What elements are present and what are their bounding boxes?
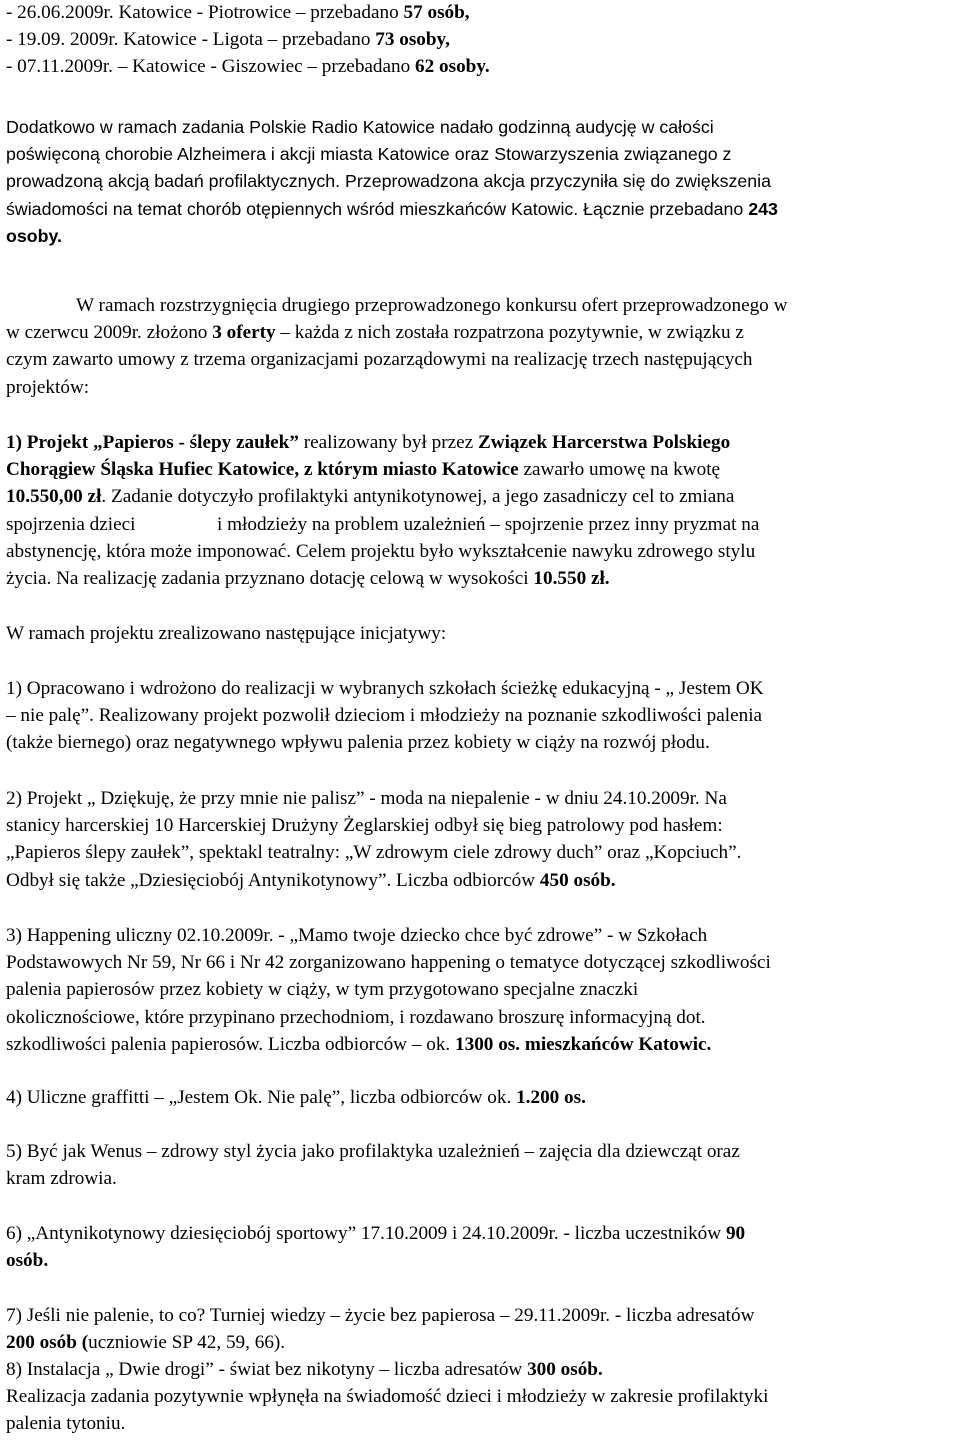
- initiative-5: 5) Być jak Wenus – zdrowy styl życia jako profilaktyka uzależnień – zajęcia dla dziewcząt oraz kram zdrowia.: [6, 1141, 740, 1190]
- initiative-2: 2) Projekt „ Dziękuję, że przy mnie nie palisz” - moda na niepalenie - w dniu 24.10.2009r. Na stanicy harcerskiej 10 Harcerskiej Drużyny Żeglarskiej odbył się bieg patrolowy pod hasłem: „Papieros ślepy zaułek”, spektakl teatralny: „W zdrowym ciele zdrowy duch” oraz „Kopciuch”. Odbył się także „Dziesięciobój Antynikotynowy”. Liczba odbiorców 450 osób.: [6, 788, 742, 891]
- initiative-6: 6) „Antynikotynowy dziesięciobój sportowy” 17.10.2009 i 24.10.2009r. - liczba uczestników 90 osób.: [6, 1223, 746, 1272]
- list-item: - 26.06.2009r. Katowice - Piotrowice – przebadano 57 osób,: [6, 2, 470, 23]
- screening-list: [6, 0, 956, 81]
- initiative-4: 4) Uliczne graffitti – „Jestem Ok. Nie palę”, liczba odbiorców ok. 1.200 os.: [6, 1087, 586, 1108]
- project-paragraph: 1) Projekt „Papieros - ślepy zaułek” realizowany był przez Związek Harcerstwa Polskiego Chorągiew Śląska Hufiec Katowice, z którym miasto Katowice zawarło umowę na kwotę 10.550,00 zł. Zadanie dotyczyło profilaktyki antynikotynowej, a jego zasadniczy cel to zmiana spojrzenia dzieci i młodzieży na problem uzależnień – spojrzenie przez inny pryzmat na abstynencję, która może imponować. Celem projektu było wykształcenie nawyku zdrowego stylu życia. Na realizację zadania przyznano dotację celową w wysokości 10.550 zł.: [6, 432, 760, 589]
- list-item: - 19.09. 2009r. Katowice - Ligota – przebadano 73 osoby,: [6, 29, 450, 51]
- initiative-3: 3) Happening uliczny 02.10.2009r. - „Mamo twoje dziecko chce być zdrowe” - w Szkołach Podstawowych Nr 59, Nr 66 i Nr 42 zorganizowano happening o tematyce dotyczącej szkodliwości palenia papierosów przez kobiety w ciąży, w tym przygotowano specjalne znaczki okolicznościowe, które przypinano przechodniom, i rozdawano broszurę informacyjną dot. szkodliwości palenia papierosów. Liczba odbiorców – ok. 1300 os. mieszkańców Katowic.: [6, 925, 771, 1055]
- initiative-1: 1) Opracowano i wdrożono do realizacji w wybranych szkołach ścieżkę edukacyjną - „ Jestem OK – nie palę”. Realizowany projekt pozwolił dzieciom i młodzieży na poznanie szkodliwości palenia (także biernego) oraz negatywnego wpływu palenia przez kobiety w ciąży na rozwój płodu.: [6, 678, 764, 754]
- initiatives-intro: W ramach projektu zrealizowano następujące inicjatywy:: [6, 623, 447, 644]
- initiative-7: 7) Jeśli nie palenie, to co? Turniej wiedzy – życie bez papierosa – 29.11.2009r. - liczba adresatów 200 osób (uczniowie SP 42, 59, 66).: [6, 1305, 755, 1354]
- list-item: - 07.11.2009r. – Katowice - Giszowiec – przebadano 62 osoby.: [6, 56, 490, 78]
- radio-paragraph: Dodatkowo w ramach zadania Polskie Radio Katowice nadało godzinną audycję w całości poświęconą chorobie Alzheimera i akcji miasta Katowice oraz Stowarzyszenia związanego z prowadzoną akcją badań profilaktycznych. Przeprowadzona akcja przyczyniła się do zwiększenia świadomości na temat chorób otępiennych wśród mieszkańców Katowic. Łącznie przebadano 243 osoby.: [6, 117, 778, 246]
- initiative-8: 8) Instalacja „ Dwie drogi” - świat bez nikotyny – liczba adresatów 300 osób.: [6, 1359, 603, 1380]
- closing-paragraph: Realizacja zadania pozytywnie wpłynęła na świadomość dzieci i młodzieży w zakresie profilaktyki palenia tytoniu.: [6, 1386, 769, 1435]
- contest-paragraph: W ramach rozstrzygnięcia drugiego przeprowadzonego konkursu ofert przeprowadzonego w w czerwcu 2009r. złożono 3 oferty – każda z nich została rozpatrzona pozytywnie, w związku z czym zawarto umowy z trzema organizacjami pozarządowymi na realizację trzech następujących projektów:: [6, 295, 788, 398]
- document-page: [6, 0, 956, 1440]
